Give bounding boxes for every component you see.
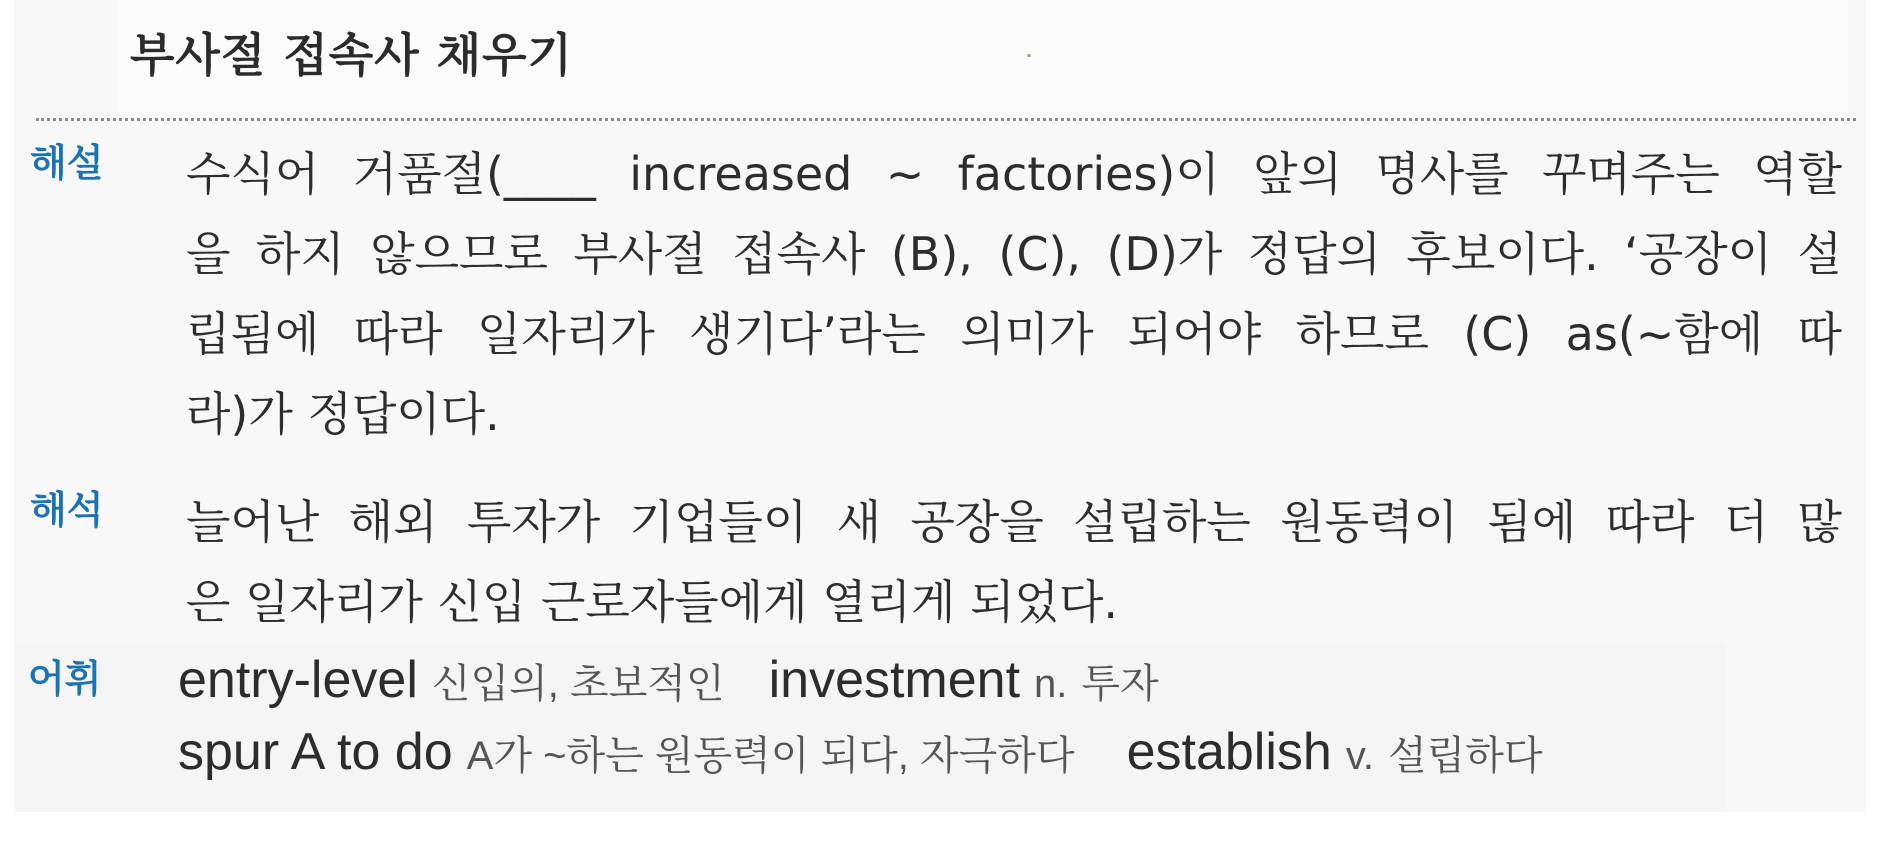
vocab-meaning: 신입의, 초보적인	[431, 662, 725, 706]
vocab-part-of-speech: n.	[1034, 662, 1068, 706]
vocab-term: spur A to do	[178, 723, 453, 781]
scan-speck	[1027, 54, 1031, 57]
explanation-line: 라)가 정답이다.	[186, 387, 500, 441]
vocabulary-row	[178, 650, 1159, 710]
explanation-tag: 해설	[30, 141, 104, 185]
vocab-meaning: 설립하다	[1387, 734, 1543, 778]
vocab-term: establish	[1126, 723, 1332, 781]
vocab-term: investment	[768, 651, 1021, 709]
translation-line: 늘어난 해외 투자가 기업들이 새 공장을 설립하는 원동력이 됨에 따라 더 많	[186, 495, 1842, 549]
explanation-line: 립됨에 따라 일자리가 생기다’라는 의미가 되어야 하므로 (C) as(~함에 따	[186, 307, 1842, 361]
translation-tag: 해석	[30, 488, 104, 532]
explanation-line: 을 하지 않으므로 부사절 접속사 (B), (C), (D)가 정답의 후보이다. ‘공장이 설	[186, 227, 1842, 281]
translation-text	[186, 482, 1842, 642]
vocab-part-of-speech: v.	[1345, 734, 1374, 778]
vocab-meaning: A가 ~하는 원동력이 되다, 자극하다	[466, 734, 1075, 778]
vocab-meaning: 투자	[1081, 662, 1159, 706]
dotted-divider	[36, 118, 1856, 121]
page-title: 부사절 접속사 채우기	[130, 28, 573, 82]
vocabulary-row	[178, 722, 1543, 782]
translation-line: 은 일자리가 신입 근로자들에게 열리게 되었다.	[186, 575, 1119, 629]
vocabulary-tag: 어휘	[28, 657, 102, 701]
vocab-term: entry-level	[178, 651, 418, 709]
explanation-text	[186, 134, 1842, 454]
explanation-line: 수식어 거품절(____ increased ~ factories)이 앞의 명사를 꾸며주는 역할	[186, 147, 1842, 201]
